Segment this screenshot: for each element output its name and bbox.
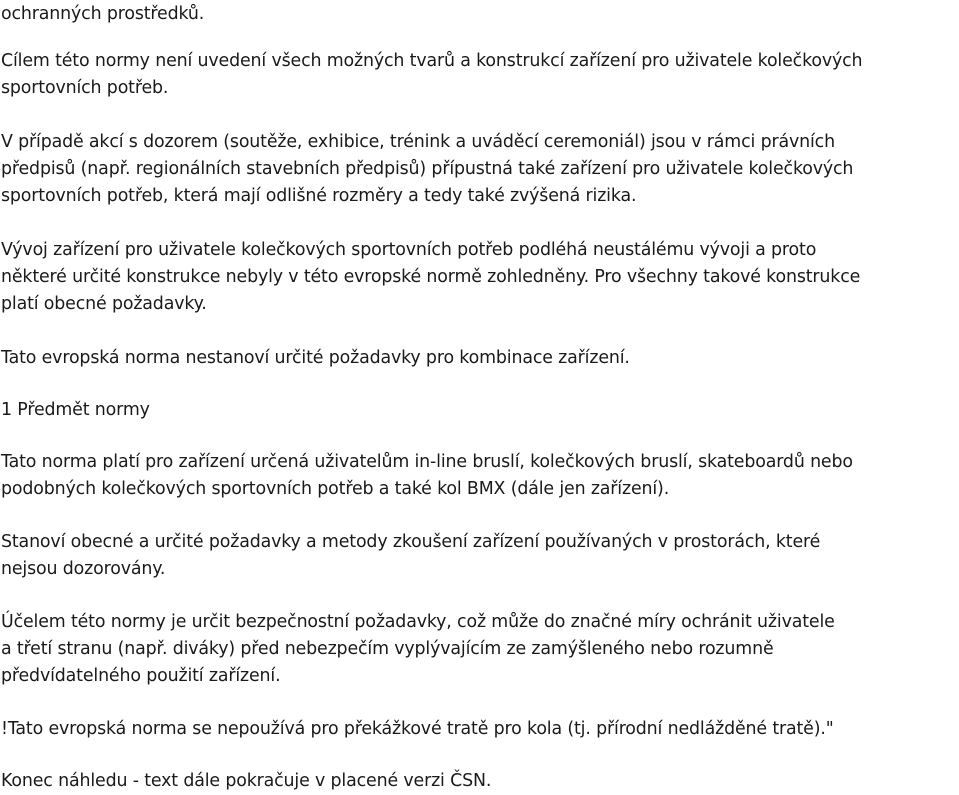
text-line: Stanoví obecné a určité požadavky a metody zkoušení zařízení používaných v prostorách, které: [1, 532, 821, 552]
text-line: Konec náhledu - text dále pokračuje v placené verzi ČSN.: [1, 771, 492, 791]
paragraph-fragment: [1, 1, 959, 28]
text-line: Tato norma platí pro zařízení určená uživatelům in-line bruslí, kolečkových bruslí, skateboardů nebo: [1, 452, 853, 472]
text-line: Tato evropská norma nestanoví určité požadavky pro kombinace zařízení.: [1, 348, 630, 368]
text-line: předpisů (např. regionálních stavebních předpisů) přípustná také zařízení pro uživatele kolečkových: [1, 159, 854, 179]
text-line: platí obecné požadavky.: [1, 294, 207, 314]
text-line: 1 Předmět normy: [1, 400, 150, 420]
text-line: některé určité konstrukce nebyly v této evropské normě zohledněny. Pro všechny takové konstrukce: [1, 267, 861, 287]
section-heading-scope: [1, 397, 959, 424]
text-line: sportovních potřeb.: [1, 78, 169, 98]
paragraph-requirements: [1, 529, 959, 583]
paragraph-development: [1, 237, 959, 318]
preview-end-notice: [1, 768, 959, 795]
paragraph-applicability: [1, 449, 959, 503]
text-line: !Tato evropská norma se nepoužívá pro překážkové tratě pro kola (tj. přírodní nedlážděné tratě).": [1, 719, 834, 739]
text-line: ochranných prostředků.: [1, 4, 205, 24]
text-line: předvídatelného použití zařízení.: [1, 666, 281, 686]
paragraph-exclusion: [1, 716, 959, 743]
paragraph-scope-intent: [1, 48, 959, 102]
paragraph-combinations: [1, 345, 959, 372]
text-line: podobných kolečkových sportovních potřeb a také kol BMX (dále jen zařízení).: [1, 479, 670, 499]
text-line: Vývoj zařízení pro uživatele kolečkových sportovních potřeb podléhá neustálému vývoji a proto: [1, 240, 817, 260]
text-line: Cílem této normy není uvedení všech možných tvarů a konstrukcí zařízení pro uživatele kolečkových: [1, 51, 863, 71]
text-line: Účelem této normy je určit bezpečnostní požadavky, což může do značné míry ochránit uživatele: [1, 612, 835, 632]
paragraph-purpose: [1, 609, 959, 690]
text-line: nejsou dozorovány.: [1, 559, 166, 579]
text-line: a třetí stranu (např. diváky) před nebezpečím vyplývajícím ze zamýšleného nebo rozumně: [1, 639, 774, 659]
paragraph-supervised-events: [1, 129, 959, 210]
text-line: V případě akcí s dozorem (soutěže, exhibice, trénink a uváděcí ceremoniál) jsou v rámci právních: [1, 132, 835, 152]
text-line: sportovních potřeb, která mají odlišné rozměry a tedy také zvýšená rizika.: [1, 186, 637, 206]
